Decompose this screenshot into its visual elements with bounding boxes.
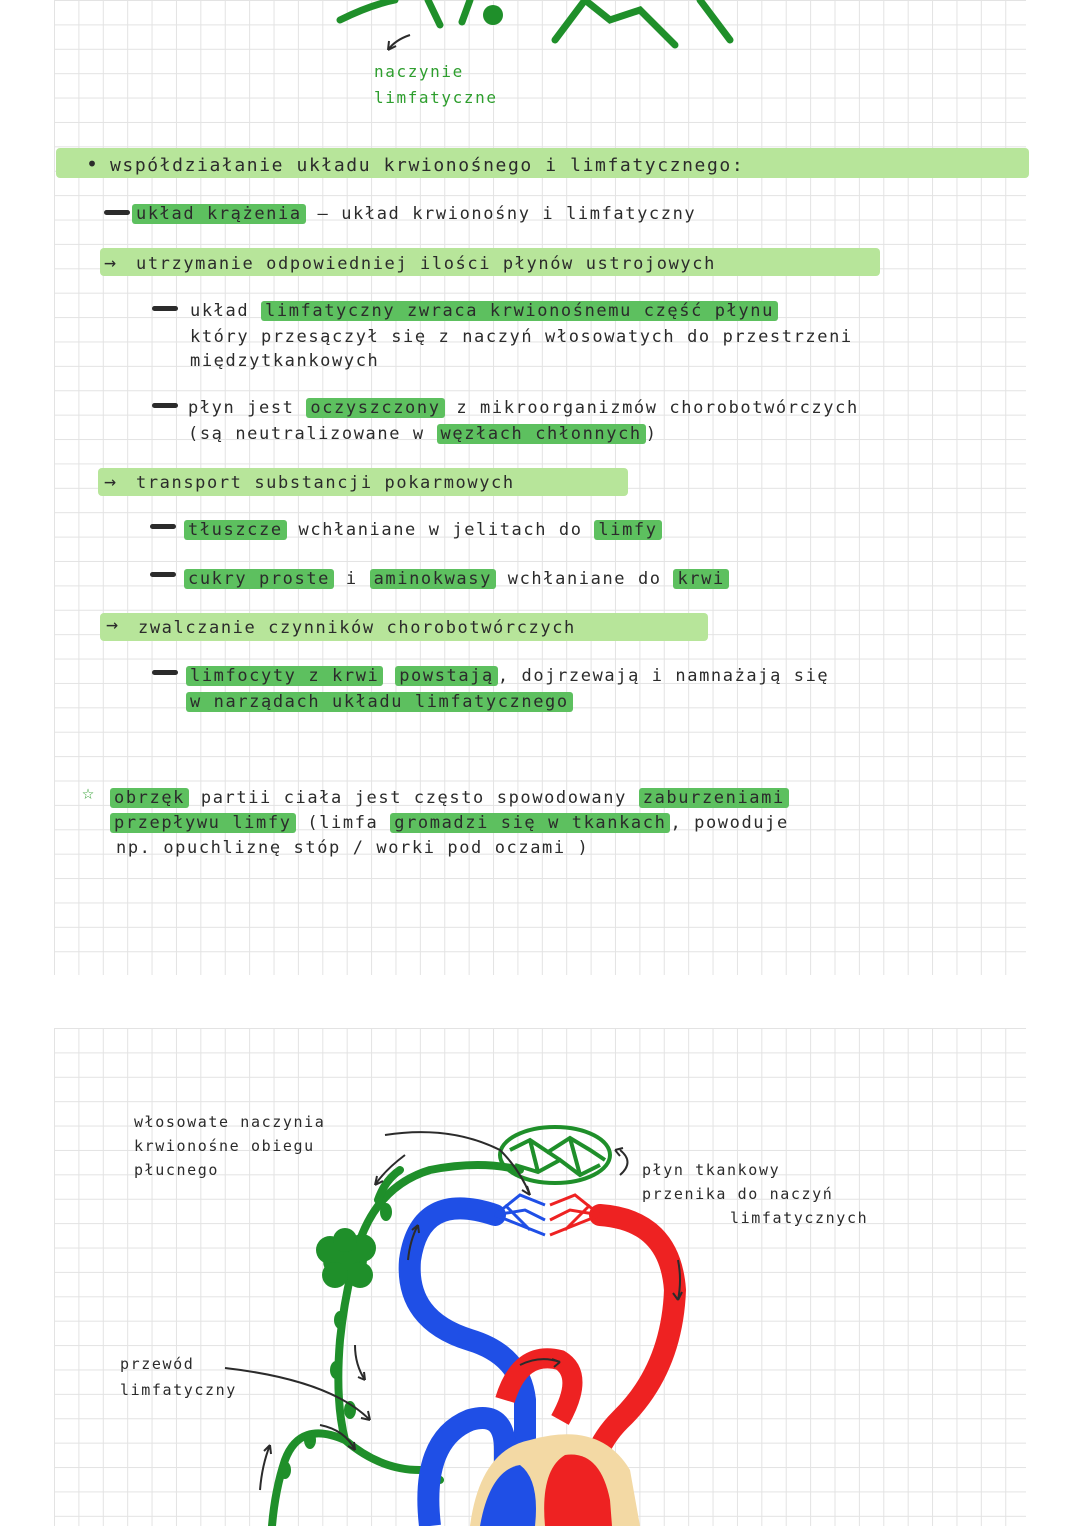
highlight-span: powstają [395, 666, 498, 686]
text-span: wchłaniane do [507, 569, 662, 589]
label-duct-line2: limfatyczny [120, 1381, 237, 1399]
highlight-span: krwi [673, 569, 728, 589]
highlight-span: aminokwasy [370, 569, 496, 589]
text-span: wchłaniane w jelitach do [298, 520, 583, 540]
text-span: płyn jest [188, 398, 295, 418]
highlight-span: węzłach chłonnych [437, 424, 646, 444]
text-span: i [345, 569, 358, 589]
text-span: partii ciała jest często spowodowany [200, 788, 627, 808]
dash-marker [150, 572, 176, 577]
highlight-span: obrzęk [110, 788, 189, 808]
note-line1 [110, 786, 789, 810]
dash-marker [152, 403, 178, 408]
label-fluid-line3: limfatycznych [730, 1209, 869, 1227]
section1-item2-line1 [188, 396, 859, 420]
text-span: ) [645, 424, 658, 444]
text-span: (limfa [307, 813, 379, 833]
section1-title: utrzymanie odpowiedniej ilości płynów ustrojowych [136, 254, 716, 274]
section3-title: zwalczanie czynników chorobotwórczych [138, 618, 576, 638]
highlight-span: limfy [594, 520, 661, 540]
text-span: układ [190, 301, 250, 321]
uklad-definition: — układ krwionośny i limfatyczny [317, 204, 697, 224]
star-icon: ☆ [82, 780, 96, 804]
text-span: (są neutralizowane w [188, 424, 425, 444]
heading-title: współdziałanie układu krwionośnego i limfatycznego: [110, 155, 745, 176]
dash-marker [104, 210, 130, 215]
label-capillaries-line2: krwionośne obiegu [134, 1137, 315, 1155]
line-uklad [132, 202, 696, 226]
highlight-span: zaburzeniami [639, 788, 789, 808]
text-span: z mikroorganizmów chorobotwórczych [456, 398, 859, 418]
note-line3: np. opuchliznę stóp / worki pod oczami ) [116, 838, 590, 858]
notebook-grid-bottom [54, 1028, 1026, 1526]
dash-marker [152, 670, 178, 675]
highlight-span: tłuszcze [184, 520, 287, 540]
note-line2 [110, 811, 789, 835]
section1-item1-line2: który przesączył się z naczyń włosowatych do przestrzeni [190, 327, 853, 347]
label-duct-line1: przewód [120, 1355, 195, 1373]
section3-item1-line2 [186, 690, 573, 714]
section2-item2 [184, 567, 729, 591]
label-fluid-line2: przenika do naczyń [642, 1185, 834, 1203]
label-capillaries-line1: włosowate naczynia [134, 1113, 326, 1131]
section1-arrow-icon: → [104, 250, 117, 274]
top-label-line1: naczynie [374, 62, 464, 81]
highlight-span: w narządach układu limfatycznego [186, 692, 573, 712]
label-fluid-line1: płyn tkankowy [642, 1161, 781, 1179]
section2-item1 [184, 518, 662, 542]
dash-marker [152, 306, 178, 311]
highlight-span: przepływu limfy [110, 813, 296, 833]
top-label-line2: limfatyczne [374, 88, 498, 107]
section3-arrow-icon: → [106, 612, 119, 636]
highlight-span: oczyszczony [306, 398, 444, 418]
dash-marker [150, 524, 176, 529]
term-uklad-krazenia: układ krążenia [132, 204, 306, 224]
highlight-span: limfocyty z krwi [186, 666, 383, 686]
text-span: , powoduje [670, 813, 789, 833]
section1-item2-line2 [188, 422, 658, 446]
section2-title: transport substancji pokarmowych [136, 473, 515, 493]
highlight-span: gromadzi się w tkankach [390, 813, 670, 833]
label-capillaries-line3: płucnego [134, 1161, 220, 1179]
highlight-span: cukry proste [184, 569, 334, 589]
section1-item1-line1 [190, 299, 778, 323]
section3-item1-line1 [186, 664, 829, 688]
highlight-span: limfatyczny zwraca krwionośnemu część płynu [261, 301, 778, 321]
text-span: , dojrzewają i namnażają się [497, 666, 830, 686]
section1-item1-line3: międzytkankowych [190, 351, 380, 371]
heading-bullet: • [86, 152, 100, 176]
section2-arrow-icon: → [104, 469, 117, 493]
